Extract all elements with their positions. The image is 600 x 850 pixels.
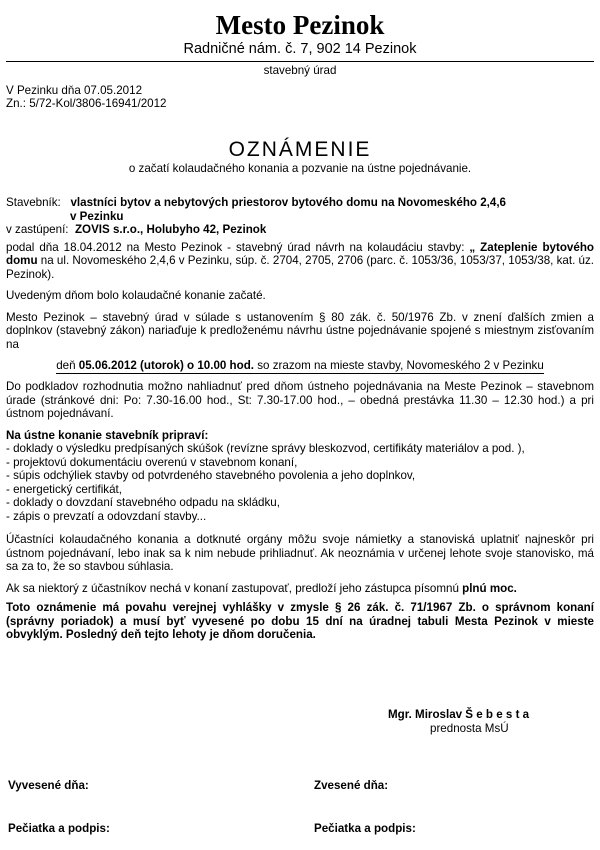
hearing-place: so zrazom na mieste stavby, Novomeského 2 v Pezinku	[254, 359, 544, 372]
signatory-role: prednosta MsÚ	[430, 722, 509, 735]
office-name: stavebný úrad	[263, 64, 337, 77]
hearing-line	[6, 359, 594, 372]
objections-paragraph: Účastníci kolaudačného konania a dotknuté orgány môžu svoje námietky a stanoviská uplatniť najneskôr pri ústnom pojednávaní, lebo inak sa k nim nebude prihliadnuť. Ak neoznámia v určenej lehote svoje stanovisko, má sa za to, že so stavbou súhlasia.	[6, 533, 594, 573]
list-item: - energetický certifikát,	[6, 482, 122, 496]
list-item: - súpis odchýliek stavby od potvrdeného stavebného povolenia a jeho doplnkov,	[6, 469, 416, 482]
header-divider	[6, 61, 594, 62]
list-item: - doklady o výsledku predpísaných skúšok (revízne správy bleskozvod, certifikáty materiálov a pod. ),	[6, 442, 525, 455]
removed-date-field: Zvesené dňa:	[314, 779, 389, 792]
documents-paragraph: Do podkladov rozhodnutia možno nahliadnuť pred dňom ústneho pojednávania na Meste Pezinok – stavebnom úrade (stránkové dni: Po: 7.30-16.00 hod., St: 7.30-17.00 hod., – obedná prestávka 11.30 – 12.30 hod.) a pri ústnom pojednávaní.	[6, 380, 594, 420]
started-paragraph: Uvedeným dňom bolo kolaudačné konanie začaté.	[6, 289, 266, 302]
proxy-label: v zastúpení:	[6, 223, 69, 236]
city-title: Mesto Pezinok	[215, 10, 385, 40]
public-notice-paragraph: Toto oznámenie má povahu verejnej vyhlášky v zmysle § 26 zák. č. 71/1967 Zb. o správnom konaní (správny poriadok) a musí byť vyvesené po dobu 15 dní na úradnej tabuli Mesta Pezinok v mieste obvyklým. Posledný deň tejto lehoty je dňom doručenia.	[6, 601, 594, 641]
stamp-signature-right: Pečiatka a podpis:	[314, 822, 416, 835]
submission-text: podal dňa 18.04.2012 na Mesto Pezinok - stavebný úrad návrh na kolaudáciu stavby:	[6, 240, 470, 254]
signatory-name: Mgr. Miroslav Š e b e s t a	[388, 708, 530, 721]
hearing-prefix: deň	[56, 359, 79, 372]
representative-text: Ak sa niektorý z účastníkov nechá v konaní zastupovať, predloží jeho zástupca písomnú	[6, 581, 463, 595]
date-block	[6, 84, 594, 110]
checklist-items	[6, 442, 594, 523]
proxy-name: ZOVIS s.r.o., Holubyho 42, Pezinok	[74, 223, 267, 236]
list-item: - projektovú dokumentáciu overenú v stavebnom konaní,	[6, 455, 298, 469]
stamp-signature-left: Pečiatka a podpis:	[8, 822, 110, 835]
submission-location: na ul. Novomeského 2,4,6 v Pezinku, súp. č. 2704, 2705, 2706 (parc. č. 1053/36, 1053/37, 1053/38, kat. úz. Pezinok).	[6, 254, 594, 281]
builder-name-line2: v Pezinku	[70, 209, 124, 223]
list-item: - zápis o prevzatí a odovzdaní stavby...	[6, 509, 207, 523]
power-of-attorney: plnú moc.	[462, 581, 517, 595]
list-item: - doklady o dovzdaní stavebného odpadu na skládku,	[6, 496, 280, 509]
document-subheading: o začatí kolaudačného konania a pozvanie na ústne pojednávanie.	[128, 162, 472, 175]
representative-paragraph	[6, 582, 594, 596]
hearing-date: 05.06.2012 (utorok) o 10.00 hod.	[78, 359, 255, 372]
submission-paragraph	[6, 241, 594, 282]
city-address: Radničné nám. č. 7, 902 14 Pezinok	[183, 41, 417, 57]
submission-project: „ Zateplenie bytového domu	[6, 240, 594, 267]
posted-date-field: Vyvesené dňa:	[8, 779, 89, 792]
document-page	[6, 0, 594, 642]
builder-label: Stavebník:	[6, 196, 61, 209]
checklist-heading: Na ústne konanie stavebník pripraví:	[6, 428, 209, 442]
notice-paragraph: Mesto Pezinok – stavebný úrad v súlade s ustanovením § 80 zák. č. 50/1976 Zb. v znení ďalších zmien a doplnkov (stavebný zákon) nariaďuje k predloženému návrhu ústne pojednávanie spojené s miestnym zisťovaním na	[6, 310, 594, 351]
date-line: V Pezinku dňa 07.05.2012	[6, 84, 143, 97]
reference-number: Zn.: 5/72-Kol/3806-16941/2012	[6, 97, 167, 110]
builder-block	[6, 196, 594, 237]
checklist	[6, 429, 594, 524]
document-heading: OZNÁMENIE	[228, 138, 372, 161]
builder-name: vlastníci bytov a nebytových priestorov bytového domu na Novomeského 2,4,6	[70, 196, 506, 209]
signature-block	[388, 708, 588, 736]
